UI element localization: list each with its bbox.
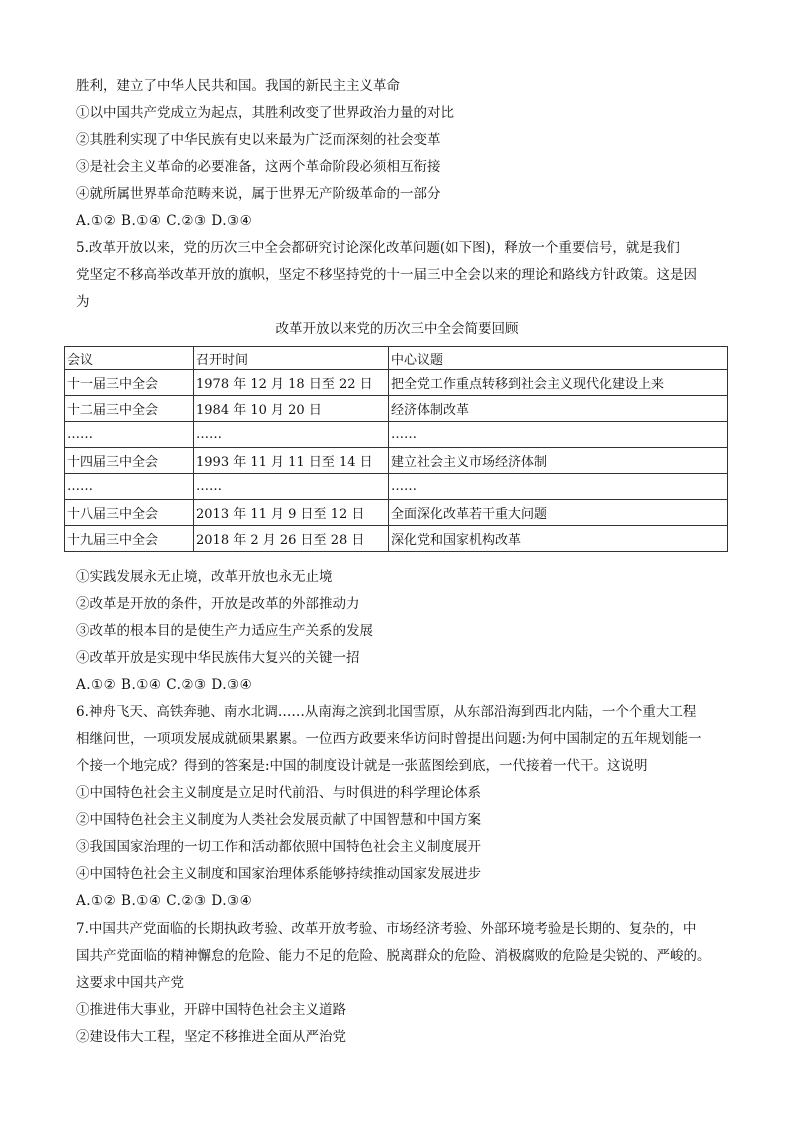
cell-meeting: 十八届三中全会 xyxy=(65,500,194,526)
q6-item-1: ①中国特色社会主义制度是立足时代前沿、与时俱进的科学理论体系 xyxy=(76,785,481,801)
q4-item-4: ④就所属世界革命范畴来说，属于世界无产阶级革命的一部分 xyxy=(76,186,441,202)
q7-item-1: ①推进伟大事业，开辟中国特色社会主义道路 xyxy=(76,1002,346,1018)
table-title: 改革开放以来党的历次三中全会简要回顾 xyxy=(275,321,519,337)
q5-item-3: ③改革的根本目的是使生产力适应生产关系的发展 xyxy=(76,623,373,639)
q7-item-2: ②建设伟大工程，坚定不移推进全面从严治党 xyxy=(76,1029,346,1045)
q6-stem-line-2: 相继问世，一项项发展成就硕果累累。一位西方政要来华访问时曾提出问题:为何中国制定的五年规划能一 xyxy=(76,731,702,747)
q5-stem-line-2: 党坚定不移高举改革开放的旗帜，坚定不移坚持党的十一届三中全会以来的理论和路线方针政策。这是因 xyxy=(76,267,697,283)
cell-topic: …… xyxy=(389,474,728,500)
q6-stem-line-1: 6.神舟飞天、高铁奔驰、南水北调……从南海之滨到北国雪原，从东部沿海到西北内陆，一个个重大工程 xyxy=(76,704,697,720)
header-meeting: 会议 xyxy=(65,347,194,370)
cell-meeting: …… xyxy=(65,422,194,448)
table-row xyxy=(65,526,728,552)
q4-options: A.①② B.①④ C.②③ D.③④ xyxy=(76,213,253,229)
table-header-row xyxy=(65,347,728,370)
q4-stem-tail: 胜利，建立了中华人民共和国。我国的新民主主义革命 xyxy=(76,78,400,94)
cell-time: 1993 年 11 月 11 日至 14 日 xyxy=(194,448,389,474)
cell-meeting: …… xyxy=(65,474,194,500)
cell-time: …… xyxy=(194,474,389,500)
q5-stem-line-1: 5.改革开放以来，党的历次三中全会都研究讨论深化改革问题(如下图)，释放一个重要信号，就是我们 xyxy=(76,240,680,256)
meetings-table xyxy=(64,346,728,552)
table-row xyxy=(65,448,728,474)
cell-time: …… xyxy=(194,422,389,448)
q5-item-2: ②改革是开放的条件，开放是改革的外部推动力 xyxy=(76,596,360,612)
cell-topic: 经济体制改革 xyxy=(389,396,728,422)
q7-stem-line-2: 国共产党面临的精神懈怠的危险、能力不足的危险、脱离群众的危险、消极腐败的危险是尖锐的、严峻的。 xyxy=(76,948,711,964)
cell-time: 2013 年 11 月 9 日至 12 日 xyxy=(194,500,389,526)
q5-options: A.①② B.①④ C.②③ D.③④ xyxy=(76,677,253,693)
cell-topic: 把全党工作重点转移到社会主义现代化建设上来 xyxy=(389,370,728,396)
cell-topic: 建立社会主义市场经济体制 xyxy=(389,448,728,474)
cell-time: 1984 年 10 月 20 日 xyxy=(194,396,389,422)
q6-item-2: ②中国特色社会主义制度为人类社会发展贡献了中国智慧和中国方案 xyxy=(76,812,481,828)
cell-topic: …… xyxy=(389,422,728,448)
header-time: 召开时间 xyxy=(194,347,389,370)
table-row xyxy=(65,370,728,396)
q4-item-1: ①以中国共产党成立为起点，其胜利改变了世界政治力量的对比 xyxy=(76,105,454,121)
cell-topic: 深化党和国家机构改革 xyxy=(389,526,728,552)
q4-item-3: ③是社会主义革命的必要准备，这两个革命阶段必须相互衔接 xyxy=(76,159,441,175)
cell-meeting: 十九届三中全会 xyxy=(65,526,194,552)
table-row xyxy=(65,396,728,422)
cell-meeting: 十四届三中全会 xyxy=(65,448,194,474)
q5-stem-line-3: 为 xyxy=(76,294,90,310)
q7-stem-line-3: 这要求中国共产党 xyxy=(76,975,184,991)
cell-time: 1978 年 12 月 18 日至 22 日 xyxy=(194,370,389,396)
table-row xyxy=(65,474,728,500)
cell-meeting: 十一届三中全会 xyxy=(65,370,194,396)
q6-item-4: ④中国特色社会主义制度和国家治理体系能够持续推动国家发展进步 xyxy=(76,866,481,882)
table-row xyxy=(65,422,728,448)
cell-topic: 全面深化改革若干重大问题 xyxy=(389,500,728,526)
table-row xyxy=(65,500,728,526)
q6-options: A.①② B.①④ C.②③ D.③④ xyxy=(76,893,253,909)
header-topic: 中心议题 xyxy=(389,347,728,370)
cell-meeting: 十二届三中全会 xyxy=(65,396,194,422)
q5-item-1: ①实践发展永无止境，改革开放也永无止境 xyxy=(76,569,333,585)
cell-time: 2018 年 2 月 26 日至 28 日 xyxy=(194,526,389,552)
q5-item-4: ④改革开放是实现中华民族伟大复兴的关键一招 xyxy=(76,650,360,666)
q6-item-3: ③我国国家治理的一切工作和活动都依照中国特色社会主义制度展开 xyxy=(76,839,481,855)
q4-item-2: ②其胜利实现了中华民族有史以来最为广泛而深刻的社会变革 xyxy=(76,132,441,148)
q6-stem-line-3: 个接一个地完成？得到的答案是:中国的制度设计就是一张蓝图绘到底，一代接着一代干。这说明 xyxy=(76,758,648,774)
q7-stem-line-1: 7.中国共产党面临的长期执政考验、改革开放考验、市场经济考验、外部环境考验是长期的、复杂的，中 xyxy=(76,921,697,937)
